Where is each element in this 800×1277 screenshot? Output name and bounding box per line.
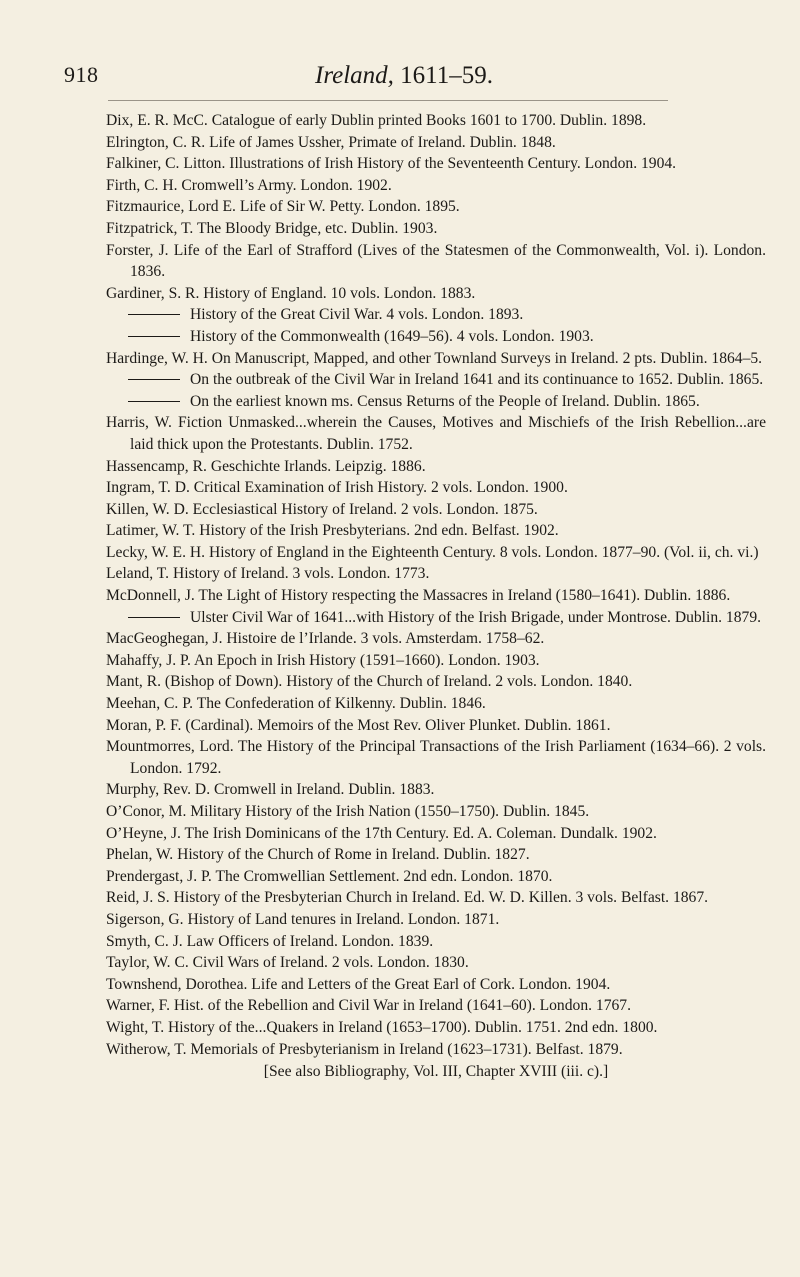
bibliography-entry [106, 218, 766, 240]
bibliography-entry [106, 499, 766, 521]
bibliography-entry [106, 607, 766, 629]
entry-text: History of the...Quakers in Ireland (1653–1700). Dublin. 1751. 2nd edn. 1800. [168, 1018, 658, 1036]
entry-text: History of the Commonwealth (1649–56). 4 vols. London. 1903. [190, 327, 594, 345]
bibliography-entry [106, 477, 766, 499]
entry-text: The Irish Dominicans of the 17th Century. Ed. A. Coleman. Dundalk. 1902. [184, 824, 657, 842]
see-also-note: [See also Bibliography, Vol. III, Chapter XVIII (iii. c).] [263, 1063, 609, 1081]
bibliography-entry [106, 844, 766, 866]
ditto-dash [128, 336, 180, 337]
bibliography-entry [106, 542, 766, 564]
entry-text: History of Land tenures in Ireland. London. 1871. [187, 910, 500, 928]
bibliography-entry [106, 304, 766, 326]
entry-text: Life and Letters of the Great Earl of Cork. London. 1904. [251, 975, 611, 993]
entry-text: The Cromwellian Settlement. 2nd edn. London. 1870. [215, 867, 553, 885]
bibliography-entry [106, 369, 766, 391]
entry-text: Military History of the Irish Nation (1550–1750). Dublin. 1845. [190, 803, 590, 820]
entry-author: McDonnell, J. [106, 587, 195, 605]
bibliography-entry [106, 283, 766, 305]
bibliography-entry [106, 671, 766, 693]
bibliography-entry [106, 585, 766, 607]
entry-author: MacGeoghegan, J. [106, 630, 223, 648]
entry-author: Townshend, Dorothea. [106, 975, 248, 993]
entry-author: Witherow, T. [106, 1040, 187, 1058]
entry-text: Memorials of Presbyterianism in Ireland (1623–1731). Belfast. 1879. [190, 1040, 623, 1058]
entry-text: Critical Examination of Irish History. 2 vols. London. 1900. [193, 479, 568, 497]
entry-text: Illustrations of Irish History of the Seventeenth Century. London. 1904. [229, 155, 677, 173]
bibliography-entry [106, 153, 766, 175]
entry-author: Hassencamp, R. [106, 457, 207, 475]
bibliography-entry [106, 240, 766, 283]
bibliography-entry [106, 736, 766, 779]
bibliography-entry [106, 693, 766, 715]
entry-text: Ecclesiastical History of Ireland. 2 vols. London. 1875. [192, 500, 538, 518]
entry-text: Catalogue of early Dublin printed Books 1601 to 1700. Dublin. 1898. [211, 112, 647, 129]
entry-author: Ingram, T. D. [106, 479, 190, 497]
entry-text: Life of James Ussher, Primate of Ireland. Dublin. 1848. [209, 133, 556, 151]
bibliography-entry [106, 931, 766, 953]
bibliography-entry [106, 563, 766, 585]
entry-text: History of Ireland. 3 vols. London. 1773. [172, 565, 430, 583]
ditto-dash [128, 379, 180, 380]
bibliography-entry [106, 196, 766, 218]
ditto-dash [128, 617, 180, 618]
entry-author: Reid, J. S. [106, 889, 170, 907]
bibliography-entry [106, 866, 766, 888]
entry-text: Civil Wars of Ireland. 2 vols. London. 1830. [192, 954, 469, 972]
entry-text: Fiction Unmasked...wherein the Causes, Motives and Mischiefs of the Irish Rebellion...are laid thick upon the Protestants. Dublin. 1752. [130, 414, 766, 453]
entry-text: History of the Church of Ireland. 2 vols. London. 1840. [286, 673, 633, 691]
bibliography-entry [106, 974, 766, 996]
bibliography-entry [106, 391, 766, 413]
entry-author: Elrington, C. R. [106, 133, 206, 151]
bibliography-entry [106, 628, 766, 650]
bibliography-entry [106, 132, 766, 154]
entry-author: Falkiner, C. Litton. [106, 155, 226, 173]
entry-text: The Light of History respecting the Massacres in Ireland (1580–1641). Dublin. 1886. [198, 587, 731, 605]
bibliography-entry [106, 995, 766, 1017]
entry-text: The Bloody Bridge, etc. Dublin. 1903. [196, 219, 438, 237]
bibliography-entry [106, 952, 766, 974]
entry-author: Wight, T. [106, 1018, 165, 1036]
bibliography-entry [106, 779, 766, 801]
bibliography-entry [106, 823, 766, 845]
entry-text: History of the Irish Presbyterians. 2nd edn. Belfast. 1902. [199, 522, 559, 540]
entry-text: Hist. of the Rebellion and Civil War in Ireland (1641–60). London. 1767. [173, 997, 632, 1015]
ditto-dash [128, 401, 180, 402]
entry-text: Law Officers of Ireland. London. 1839. [186, 932, 434, 950]
running-title [64, 62, 744, 90]
page-header [64, 62, 744, 92]
entry-author: Harris, W. [106, 414, 172, 432]
entry-author: Mountmorres, Lord. [106, 738, 234, 756]
bibliography-entry [106, 412, 766, 455]
entry-text: History of England in the Eighteenth Century. 8 vols. London. 1877–90. (Vol. ii, ch. vi.) [208, 543, 759, 561]
entry-author: Taylor, W. C. [106, 954, 189, 972]
entry-author: Warner, F. [106, 997, 170, 1015]
bibliography-entry [106, 175, 766, 197]
entry-text: Life of Sir W. Petty. London. 1895. [239, 198, 460, 216]
entry-author: Leland, T. [106, 565, 170, 583]
entry-text: History of the Church of Rome in Ireland. Dublin. 1827. [177, 846, 530, 864]
entry-author: Prendergast, J. P. [106, 867, 212, 885]
bibliography-list [106, 110, 766, 1083]
entry-author: Meehan, C. P. [106, 695, 194, 713]
entry-author: Fitzpatrick, T. [106, 219, 194, 237]
bibliography-entry [106, 1017, 766, 1039]
ditto-dash [128, 314, 180, 315]
entry-author: Killen, W. D. [106, 500, 189, 518]
entry-author: Smyth, C. J. [106, 932, 183, 950]
entry-text: History of England. 10 vols. London. 1883. [203, 284, 476, 302]
entry-text: Geschichte Irlands. Leipzig. 1886. [210, 457, 426, 475]
running-title-rest: 1611–59. [393, 62, 493, 89]
entry-text: Cromwell in Ireland. Dublin. 1883. [214, 781, 435, 799]
entry-text: Histoire de l’Irlande. 3 vols. Amsterdam. 1758–62. [226, 630, 545, 648]
entry-author: Hardinge, W. H. [106, 349, 208, 367]
entry-text: Life of the Earl of Strafford (Lives of the Statesmen of the Commonwealth, Vol. i). London. 1836. [130, 241, 766, 281]
bibliography-entry [106, 326, 766, 348]
entry-author: Mant, R. (Bishop of Down). [106, 673, 283, 691]
bibliography-entry [106, 801, 766, 823]
bibliography-entry [106, 520, 766, 542]
entry-text: An Epoch in Irish History (1591–1660). London. 1903. [193, 651, 540, 669]
entry-text: Memoirs of the Most Rev. Oliver Plunket. Dublin. 1861. [257, 716, 611, 734]
entry-text: The Confederation of Kilkenny. Dublin. 1846. [196, 695, 486, 713]
entry-author: Lecky, W. E. H. [106, 543, 206, 561]
entry-text: On the outbreak of the Civil War in Ireland 1641 and its continuance to 1652. Dublin. 1865. [190, 371, 764, 389]
entry-author: Phelan, W. [106, 846, 174, 864]
entry-author: Sigerson, G. [106, 910, 184, 928]
entry-text: On Manuscript, Mapped, and other Townland Surveys in Ireland. 2 pts. Dublin. 1864–5. [211, 349, 763, 367]
entry-author: Dix, E. R. McC. [106, 112, 208, 129]
bibliography-entry [106, 456, 766, 478]
entry-author: O’Conor, M. [106, 803, 187, 820]
entry-author: Forster, J. [106, 241, 169, 259]
entry-text: History of the Great Civil War. 4 vols. London. 1893. [190, 306, 524, 324]
entry-author: O’Heyne, J. [106, 824, 181, 842]
entry-author: Firth, C. H. [106, 176, 178, 194]
entry-text: Cromwell’s Army. London. 1902. [181, 176, 392, 194]
entry-author: Mahaffy, J. P. [106, 651, 191, 669]
entry-text: The History of the Principal Transactions of the Irish Parliament (1634–66). 2 vols. London. 1792. [130, 738, 766, 777]
running-title-italic: Ireland, [315, 62, 394, 89]
entry-text: History of the Presbyterian Church in Ireland. Ed. W. D. Killen. 3 vols. Belfast. 1867. [173, 889, 709, 907]
entry-author: Murphy, Rev. D. [106, 781, 211, 799]
bibliography-entry [106, 348, 766, 370]
entry-author: Latimer, W. T. [106, 522, 196, 540]
entry-author: Gardiner, S. R. [106, 284, 200, 302]
bibliography-entry [106, 650, 766, 672]
bibliography-entry [106, 110, 766, 132]
bibliography-entry [106, 715, 766, 737]
entry-text: On the earliest known ms. Census Returns of the People of Ireland. Dublin. 1865. [190, 392, 700, 410]
entry-text: Ulster Civil War of 1641...with History of the Irish Brigade, under Montrose. Dublin. 1879. [190, 608, 762, 626]
bibliography-entry [106, 887, 766, 909]
entry-author: Fitzmaurice, Lord E. [106, 198, 236, 216]
bibliography-entry [106, 1039, 766, 1061]
header-rule [108, 100, 668, 101]
page-number: 918 [64, 62, 99, 87]
bibliography-entry [106, 909, 766, 931]
entry-author: Moran, P. F. (Cardinal). [106, 716, 254, 734]
